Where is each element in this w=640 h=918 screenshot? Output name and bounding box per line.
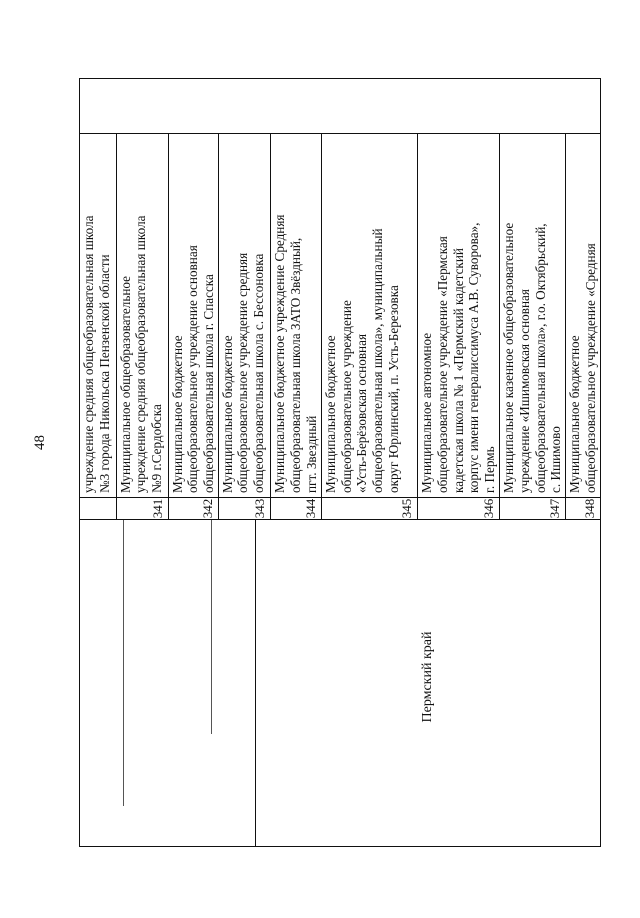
- entry-text: Муниципальное бюджетное общеобразовательное учреждение средняя общеобразовательная школа с. Бессоновка: [219, 252, 267, 493]
- table-rule: [211, 520, 212, 734]
- entry-number: 345: [322, 497, 417, 519]
- entry-text: Муниципальное общеобразовательное учреждение средняя общеобразовательная школа №9 г.Сердобска: [117, 215, 165, 493]
- entry-text: Муниципальное бюджетное общеобразовательное учреждение «Средняя: [567, 243, 599, 493]
- region-column: [80, 519, 600, 846]
- table-row: [271, 134, 321, 519]
- entry-text: Муниципальное казенное общеобразовательное учреждение «Ишимовская основная общеобразовательная школа», г.о. Октябрьский, с. Ишимово: [501, 222, 564, 493]
- entry-text: Муниципальное бюджетное учреждение Средняя общеобразовательная школа ЗАТО Звёздный, пгт. Звездный: [272, 214, 320, 493]
- table-row: [169, 134, 219, 519]
- table-row: [566, 134, 600, 519]
- table-row: [219, 134, 272, 519]
- table-row: [500, 134, 566, 519]
- entry-number: 343: [219, 497, 271, 519]
- page-number: 48: [32, 435, 48, 450]
- table-row: [418, 134, 500, 519]
- entry-number: 342: [169, 497, 218, 519]
- entry-number: 341: [117, 497, 168, 519]
- entry-text: Муниципальное автономное общеобразовательное учреждение «Пермская кадетская школа № 1 «Пермский кадетский корпус имени генералиссимуса А.В. Суворова», г. Пермь: [419, 222, 498, 493]
- entry-text: Муниципальное бюджетное общеобразовательное учреждение «Усть-Берёзовская основная общеобразовательная школа», муниципальный округ Юрлинский, п. Усть-Березовка: [322, 228, 402, 493]
- entry-number: 347: [500, 497, 565, 519]
- entry-number: 344: [271, 497, 320, 519]
- table-row: [322, 134, 418, 519]
- empty-column: [80, 79, 600, 134]
- region-name: Пермский край: [420, 631, 435, 723]
- entry-text: учреждение средняя общеобразовательная школа №3 города Никольска Пензенской области: [81, 215, 112, 493]
- schools-table: [79, 78, 601, 847]
- table-row: [80, 134, 117, 519]
- table-rule: [123, 520, 124, 806]
- entry-number: 346: [418, 497, 499, 519]
- entry-number: 348: [566, 497, 600, 519]
- table-row: [117, 134, 169, 519]
- entry-text: Муниципальное бюджетное общеобразовательное учреждение основная общеобразовательная школа г. Спасска: [169, 245, 217, 493]
- entry-number: [80, 497, 116, 519]
- previous-region-cell: [80, 520, 256, 846]
- entries-column: [80, 134, 600, 519]
